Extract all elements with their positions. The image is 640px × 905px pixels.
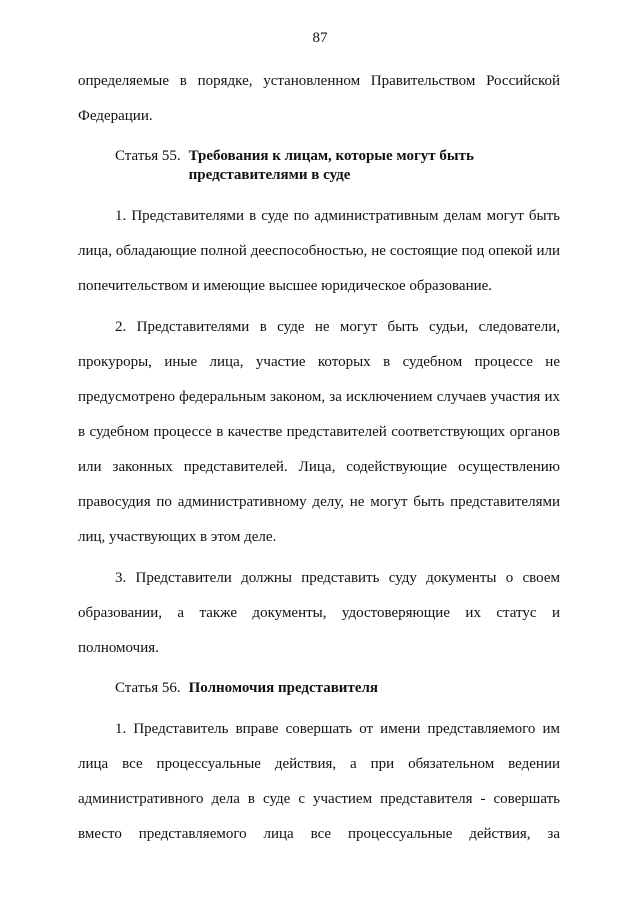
text-line: административного дела в суде с участием представителя - совершать bbox=[78, 791, 560, 807]
text-line: лица все процессуальные действия, а при обязательном ведении bbox=[78, 756, 560, 772]
text-line: полномочия. bbox=[78, 640, 159, 656]
text-line: предусмотрено федеральным законом, за исключением случаев участия их bbox=[78, 389, 560, 405]
text-line: правосудия по административному делу, не могут быть представителями bbox=[78, 494, 560, 510]
text-line: или законных представителей. Лица, содействующие осуществлению bbox=[78, 459, 560, 475]
text-line: лица, обладающие полной дееспособностью, не состоящие под опекой или bbox=[78, 243, 560, 259]
article-56-paragraph-1 bbox=[78, 712, 560, 852]
text-line: 3. Представители должны представить суду документы о своем bbox=[115, 570, 560, 586]
article-55-paragraph-2 bbox=[78, 310, 560, 555]
article-55-heading bbox=[78, 147, 560, 185]
intro-paragraph bbox=[78, 64, 560, 134]
text-line: попечительством и имеющие высшее юридическое образование. bbox=[78, 278, 493, 294]
document-body bbox=[78, 64, 560, 852]
text-line: прокуроры, иные лица, участие которых в судебном процессе не bbox=[78, 354, 560, 370]
text-line: 1. Представителями в суде по административным делам могут быть bbox=[115, 208, 560, 224]
text-line: определяемые в порядке, установленном Правительством Российской bbox=[78, 73, 560, 89]
article-title: Требования к лицам, которые могут быть представителями в суде bbox=[188, 148, 474, 183]
text-line: 1. Представитель вправе совершать от имени представляемого им bbox=[115, 721, 560, 737]
text-line: в судебном процессе в качестве представителей соответствующих органов bbox=[78, 424, 560, 440]
page-number: 87 bbox=[312, 30, 328, 46]
article-56-heading bbox=[78, 679, 560, 698]
article-55-paragraph-3 bbox=[78, 561, 560, 666]
text-line: лиц, участвующих в этом деле. bbox=[78, 529, 277, 545]
article-title: Полномочия представителя bbox=[188, 680, 379, 696]
text-line: 2. Представителями в суде не могут быть судьи, следователи, bbox=[115, 319, 560, 335]
text-line: Федерации. bbox=[78, 108, 153, 124]
text-line: образовании, а также документы, удостоверяющие их статус и bbox=[78, 605, 560, 621]
article-55-paragraph-1 bbox=[78, 199, 560, 304]
text-line: вместо представляемого лица все процессуальные действия, за bbox=[78, 826, 560, 842]
article-number: Статья 56. bbox=[115, 680, 181, 696]
article-number: Статья 55. bbox=[115, 148, 181, 164]
